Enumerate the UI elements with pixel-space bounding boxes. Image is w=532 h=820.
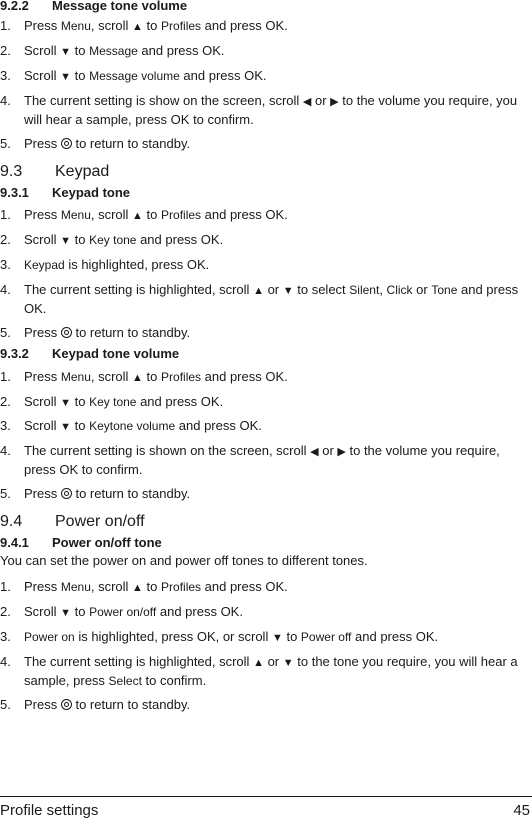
scroll-up-icon: ▲ bbox=[253, 657, 264, 669]
end-key-icon bbox=[61, 699, 72, 710]
step-9-3-2-5: 5. Press to return to standby. bbox=[0, 486, 191, 501]
step-9-3-2-2: 2. Scroll ▼ to Key tone and press OK. bbox=[0, 394, 224, 409]
scroll-down-icon: ▼ bbox=[60, 46, 72, 58]
step-9-2-2-2: 2. Scroll ▼ to Message and press OK. bbox=[0, 43, 225, 58]
scroll-down-icon: ▼ bbox=[60, 235, 72, 247]
end-key-icon bbox=[61, 327, 72, 338]
step-9-3-1-4: 4. The current setting is highlighted, scroll ▲ or ▼ to select Silent, Click or Tone and press OK. bbox=[0, 282, 519, 316]
footer-divider bbox=[0, 796, 532, 797]
scroll-down-icon: ▼ bbox=[60, 71, 72, 83]
scroll-right-icon: ▶ bbox=[330, 96, 339, 108]
step-9-2-2-5: 5. Press to return to standby. bbox=[0, 136, 191, 151]
scroll-right-icon: ▶ bbox=[337, 446, 346, 458]
step-9-3-2-1: 1. Press Menu, scroll ▲ to Profiles and press OK. bbox=[0, 369, 288, 384]
step-9-4-1-5: 5. Press to return to standby. bbox=[0, 697, 191, 712]
footer-section-title: Profile settings bbox=[0, 802, 99, 819]
heading-9-4-1: 9.4.1 Power on/off tone bbox=[0, 535, 162, 550]
step-9-3-2-3: 3. Scroll ▼ to Keytone volume and press OK. bbox=[0, 418, 262, 433]
scroll-left-icon: ◀ bbox=[310, 446, 319, 458]
step-9-2-2-1: 1. Press Menu, scroll ▲ to Profiles and press OK. bbox=[0, 18, 288, 33]
step-9-4-1-3: 3. Power on is highlighted, press OK, or scroll ▼ to Power off and press OK. bbox=[0, 629, 439, 644]
scroll-up-icon: ▲ bbox=[253, 285, 264, 297]
scroll-down-icon: ▼ bbox=[282, 285, 294, 297]
scroll-up-icon: ▲ bbox=[132, 372, 143, 384]
step-9-2-2-4: 4. The current setting is show on the screen, scroll ◀ or ▶ to the volume you require, you will hear a sample, press OK to confirm. bbox=[0, 93, 518, 127]
scroll-down-icon: ▼ bbox=[60, 607, 72, 619]
step-9-4-1-4: 4. The current setting is highlighted, scroll ▲ or ▼ to the tone you require, you will hear a sample, press Select to confirm. bbox=[0, 654, 518, 688]
step-9-4-1-2: 2. Scroll ▼ to Power on/off and press OK. bbox=[0, 604, 243, 619]
step-9-3-1-1: 1. Press Menu, scroll ▲ to Profiles and press OK. bbox=[0, 207, 288, 222]
scroll-down-icon: ▼ bbox=[282, 657, 294, 669]
scroll-down-icon: ▼ bbox=[60, 421, 72, 433]
intro-text: You can set the power on and power off tones to different tones. bbox=[0, 553, 368, 568]
scroll-down-icon: ▼ bbox=[271, 632, 283, 644]
heading-9-3: 9.3 Keypad bbox=[0, 163, 110, 180]
step-9-2-2-3: 3. Scroll ▼ to Message volume and press OK. bbox=[0, 68, 267, 83]
page-number: 45 bbox=[513, 802, 530, 819]
heading-9-4: 9.4 Power on/off bbox=[0, 513, 145, 530]
scroll-up-icon: ▲ bbox=[132, 582, 143, 594]
heading-9-2-2: 9.2.2 Message tone volume bbox=[0, 0, 188, 13]
scroll-up-icon: ▲ bbox=[132, 21, 143, 33]
scroll-left-icon: ◀ bbox=[302, 96, 312, 108]
step-9-3-1-2: 2. Scroll ▼ to Key tone and press OK. bbox=[0, 232, 224, 247]
step-9-3-1-3: 3. Keypad is highlighted, press OK. bbox=[0, 257, 210, 272]
scroll-up-icon: ▲ bbox=[132, 210, 143, 222]
heading-9-3-1: 9.3.1 Keypad tone bbox=[0, 185, 131, 200]
end-key-icon bbox=[61, 488, 72, 499]
end-key-icon bbox=[61, 138, 72, 149]
step-9-3-2-4: 4. The current setting is shown on the screen, scroll ◀ or ▶ to the volume you require, press OK to confirm. bbox=[0, 443, 500, 477]
step-9-4-1-1: 1. Press Menu, scroll ▲ to Profiles and press OK. bbox=[0, 579, 288, 594]
heading-9-3-2: 9.3.2 Keypad tone volume bbox=[0, 346, 180, 361]
step-9-3-1-5: 5. Press to return to standby. bbox=[0, 325, 191, 340]
scroll-down-icon: ▼ bbox=[60, 397, 72, 409]
